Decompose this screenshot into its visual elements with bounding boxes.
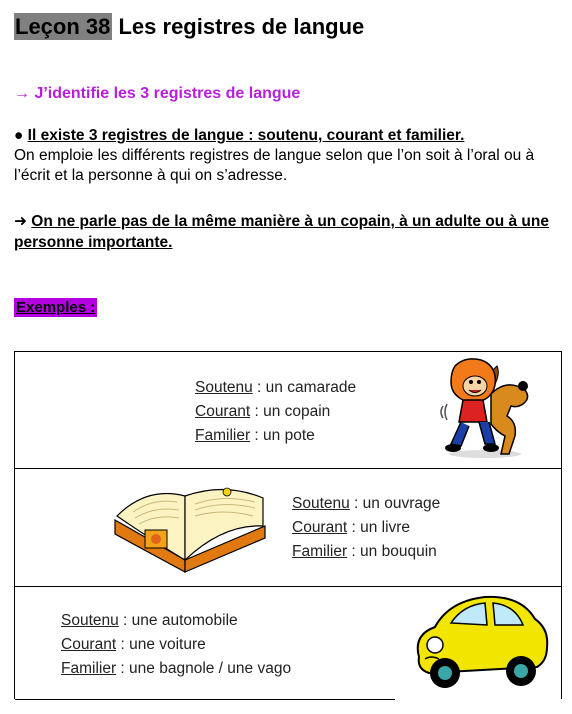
register-list: [292, 492, 440, 564]
register-line: Familier : un bouquin: [292, 543, 437, 560]
register-line: Soutenu : un camarade: [195, 379, 357, 396]
rule-explanation: On emploie les différents registres de langue selon que l’on soit à l’oral ou à l’écrit et la personne à qui on s’adresse.: [14, 147, 535, 184]
bullet: ●: [14, 127, 28, 144]
register-line: Soutenu : un ouvrage: [292, 495, 441, 512]
lesson-title: [14, 14, 364, 40]
examples-label: Exemples :: [16, 299, 96, 316]
key-point-text: On ne parle pas de la même manière à un copain, à un adulte ou à une personne importante.: [14, 213, 549, 251]
register-line: Courant : une voiture: [61, 636, 206, 653]
key-point-paragraph: [14, 211, 566, 253]
example-row: [14, 351, 562, 469]
register-line: Soutenu : une automobile: [61, 612, 238, 629]
register-line: Familier : un pote: [195, 427, 315, 444]
register-line: Courant : un copain: [195, 403, 331, 420]
register-line: Familier : une bagnole / une vago: [61, 660, 292, 677]
register-list: [61, 609, 291, 681]
arrow-icon: ➜: [14, 213, 32, 230]
lesson-number: Leçon 38: [15, 14, 111, 39]
objective-heading: → J’identifie les 3 registres de langue: [14, 85, 301, 102]
open-book-icon: [109, 480, 273, 576]
register-line: Courant : un livre: [292, 519, 411, 536]
table-bottom-border: [15, 699, 395, 700]
register-list: [195, 376, 356, 448]
lesson-title-text: Les registres de langue: [112, 14, 365, 39]
rule-statement: Il existe 3 registres de langue : soutenu, courant et familier.: [27, 127, 465, 144]
cartoon-boy-and-dog-icon: [433, 356, 537, 460]
example-row: [14, 587, 562, 699]
yellow-car-icon: [405, 593, 555, 693]
example-row: [14, 468, 562, 587]
intro-paragraph: [14, 126, 566, 186]
